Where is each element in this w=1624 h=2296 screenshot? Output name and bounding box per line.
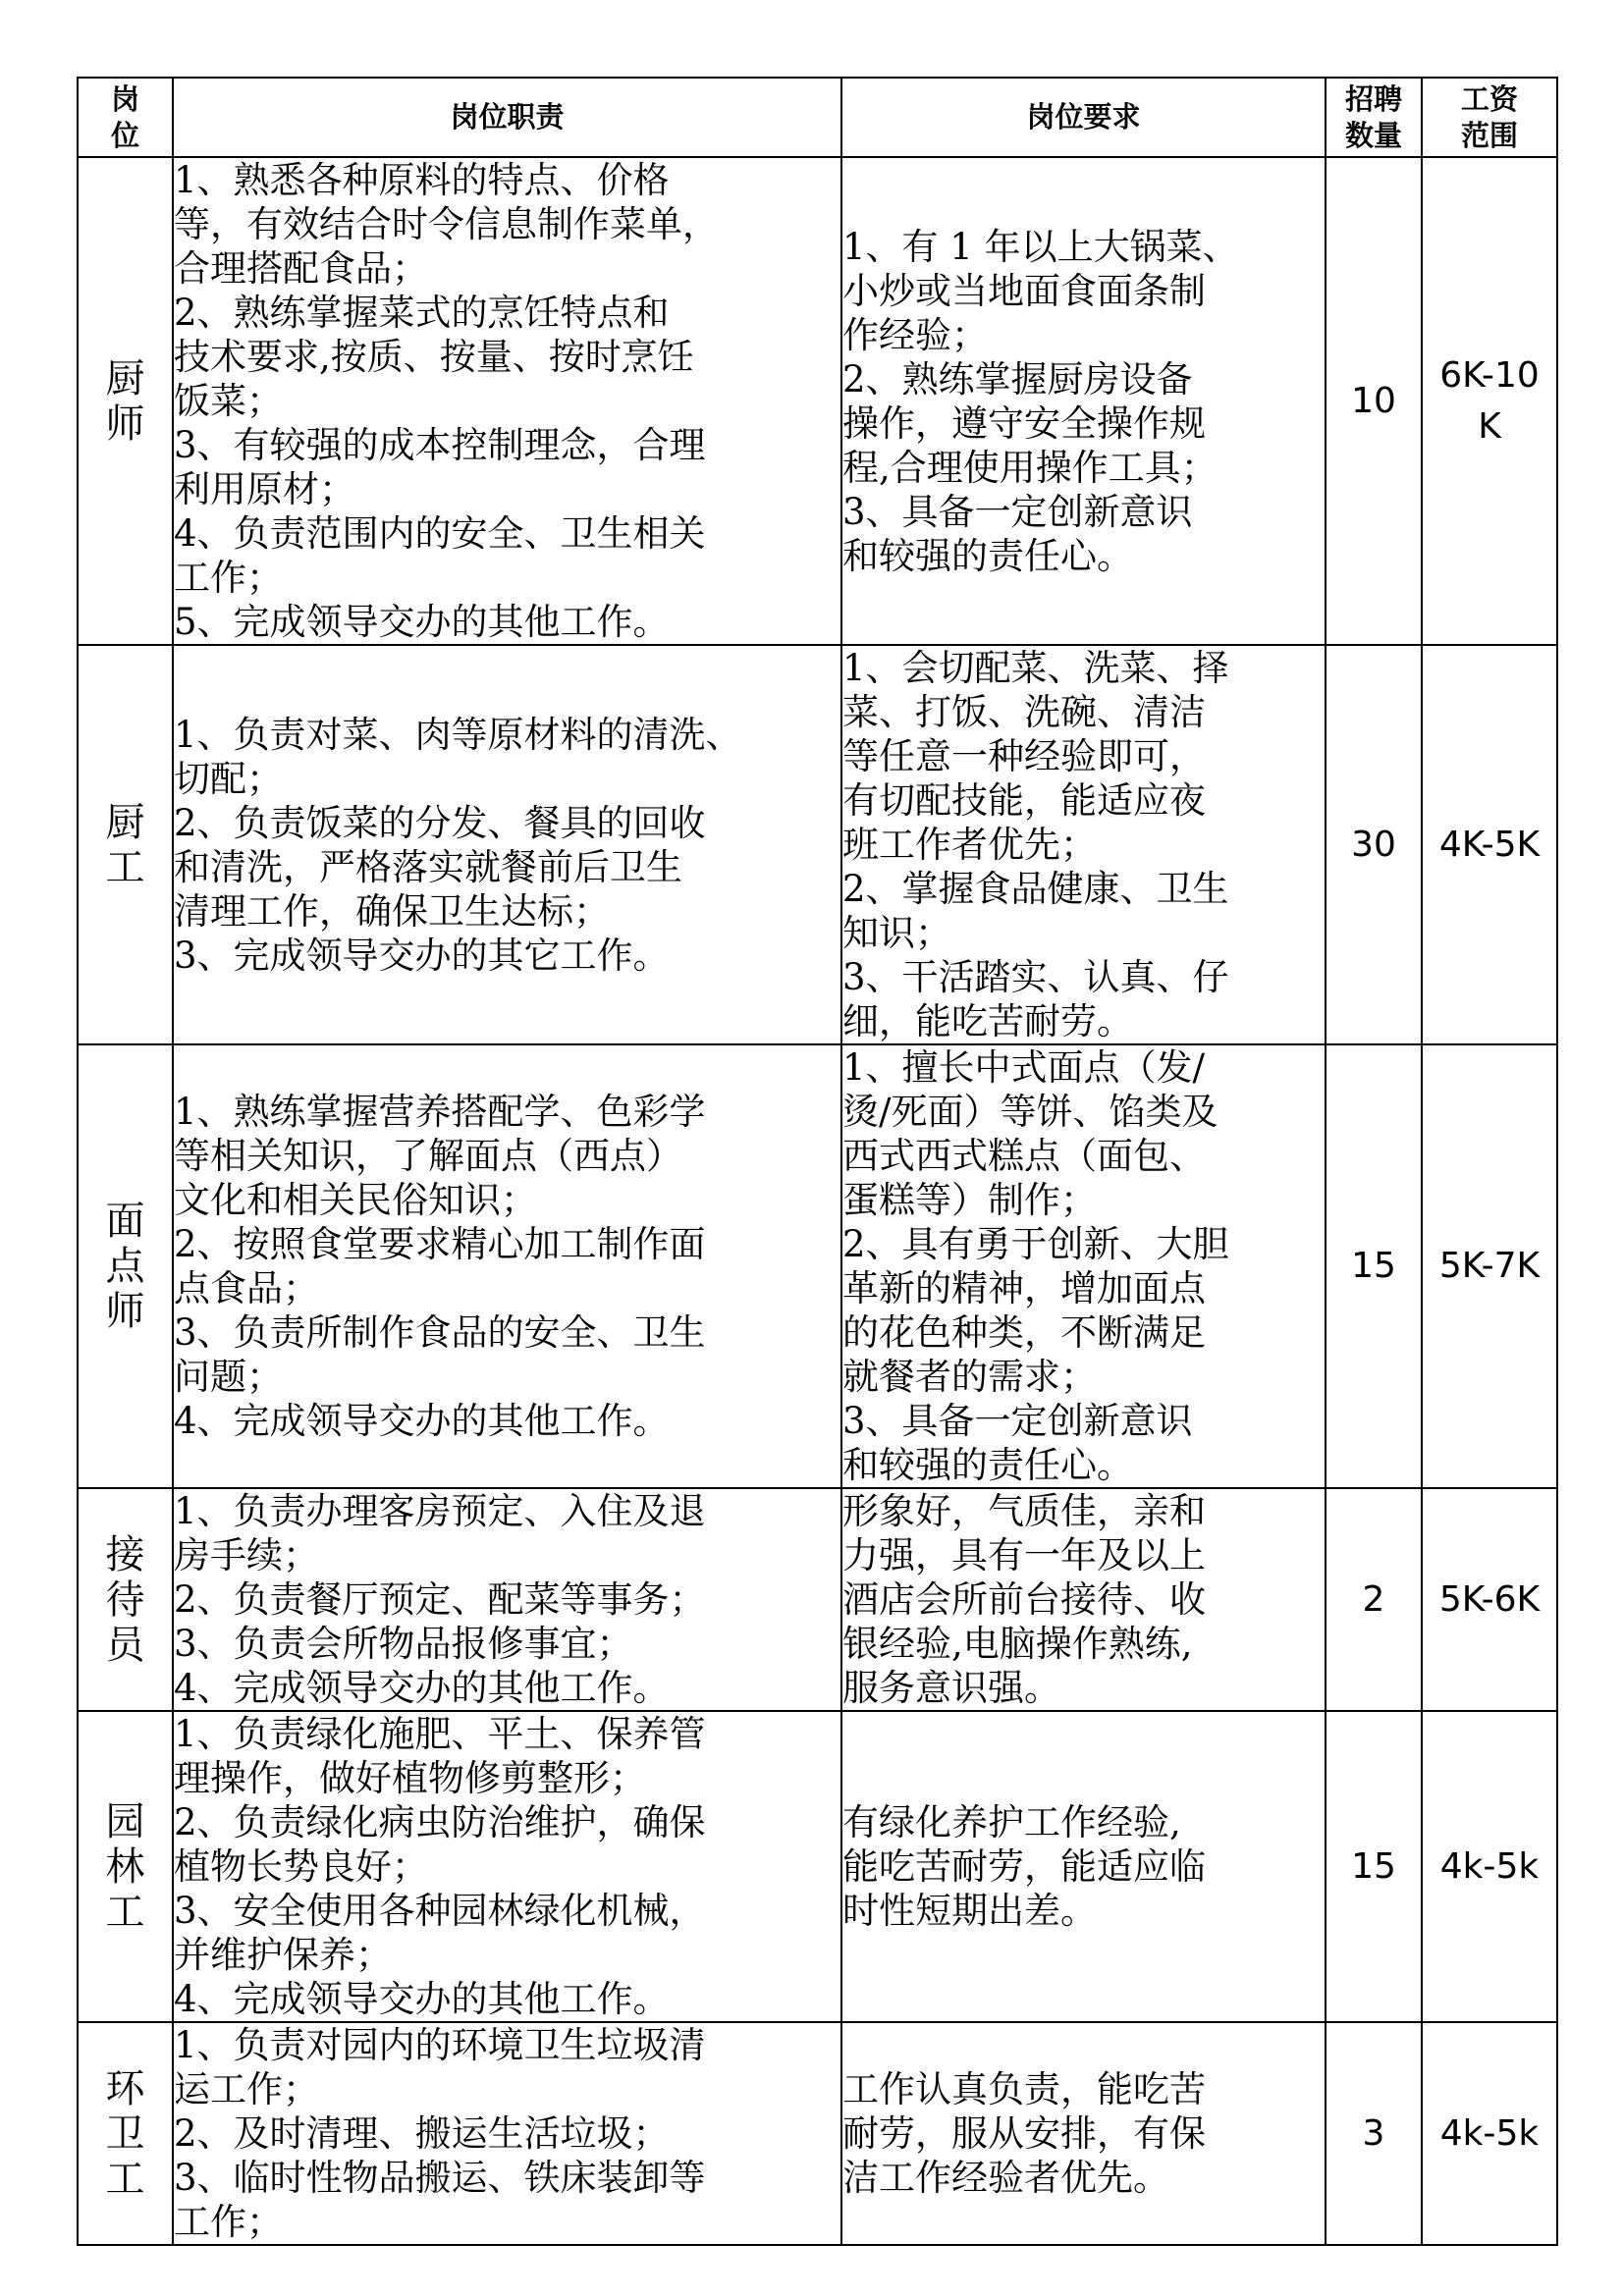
requirements-cell-line: 烫/死面）等饼、馅类及 — [842, 1091, 1218, 1133]
duties-cell-line: 5、完成领导交办的其他工作。 — [174, 601, 670, 643]
requirements-cell-line: 的花色种类，不断满足 — [842, 1311, 1206, 1354]
requirements-cell-line: 蛋糕等）制作； — [842, 1179, 1097, 1221]
duties-cell-line: 运工作； — [174, 2068, 319, 2110]
position-name: 接 待 员 — [105, 1531, 145, 1668]
duties-cell-line: 3、临时性物品搬运、铁床装卸等 — [174, 2157, 706, 2199]
header-salary: 工资 范围 — [1422, 78, 1557, 157]
duties-cell-line: 3、负责所制作食品的安全、卫生 — [174, 1311, 706, 1354]
duties-cell-line: 1、熟悉各种原料的特点、价格 — [174, 159, 670, 201]
requirements-cell — [841, 1044, 1326, 1488]
requirements-cell — [841, 2022, 1326, 2245]
requirements-cell-line: 酒店会所前台接待、收 — [842, 1578, 1206, 1621]
duties-cell-line: 3、安全使用各种园林绿化机械， — [174, 1890, 706, 1932]
duties-cell-line: 等相关知识，了解面点（西点） — [174, 1135, 682, 1177]
duties-cell — [173, 2022, 841, 2245]
table-row-pastry-chef — [78, 1044, 1557, 1488]
salary-range: 4k-5k — [1422, 2022, 1557, 2245]
recruitment-table — [77, 77, 1558, 2246]
duties-cell-line: 2、按照食堂要求精心加工制作面 — [174, 1223, 706, 1265]
requirements-cell-line: 1、会切配菜、洗菜、择 — [842, 647, 1229, 689]
duties-cell-line: 4、完成领导交办的其他工作。 — [174, 1667, 670, 1709]
hiring-count: 30 — [1326, 645, 1422, 1044]
requirements-cell-line: 耐劳，服从安排，有保 — [842, 2112, 1206, 2155]
requirements-cell-line: 菜、打饭、洗碗、清洁 — [842, 691, 1206, 733]
duties-cell-line: 1、负责对园内的环境卫生垃圾清 — [174, 2024, 706, 2066]
requirements-cell-line: 班工作者优先； — [842, 824, 1097, 866]
requirements-cell — [841, 645, 1326, 1044]
duties-cell-line: 并维护保养； — [174, 1934, 392, 1976]
duties-cell-line: 1、熟练掌握营养搭配学、色彩学 — [174, 1091, 706, 1133]
requirements-cell-line: 知识； — [842, 912, 951, 954]
requirements-cell-line: 能吃苦耐劳，能适应临 — [842, 1845, 1206, 1888]
position-name: 面 点 师 — [105, 1199, 145, 1334]
salary-range: 4k-5k — [1422, 1711, 1557, 2022]
table-row-sanitation-worker — [78, 2022, 1557, 2245]
hiring-count: 3 — [1326, 2022, 1422, 2245]
duties-cell — [173, 157, 841, 645]
position-name: 厨 工 — [105, 799, 145, 890]
duties-cell-line: 4、完成领导交办的其他工作。 — [174, 1978, 670, 2020]
duties-cell-line: 3、负责会所物品报修事宜； — [174, 1623, 633, 1665]
requirements-cell-line: 3、具备一定创新意识 — [842, 490, 1193, 533]
duties-cell — [173, 1711, 841, 2022]
duties-cell — [173, 1044, 841, 1488]
duties-cell-line: 合理搭配食品； — [174, 247, 428, 290]
duties-cell-line: 和清洗，严格落实就餐前后卫生 — [174, 845, 682, 888]
requirements-cell-line: 和较强的责任心。 — [842, 534, 1133, 577]
table-row-receptionist — [78, 1488, 1557, 1711]
duties-cell-line: 植物长势良好； — [174, 1845, 428, 1888]
duties-cell-line: 理操作，做好植物修剪整形； — [174, 1757, 646, 1799]
requirements-cell-line: 2、具有勇于创新、大胆 — [842, 1223, 1229, 1265]
duties-cell-line: 1、负责对菜、肉等原材料的清洗、 — [174, 713, 742, 756]
table-row-kitchen-worker — [78, 645, 1557, 1044]
requirements-cell-line: 西式西式糕点（面包、 — [842, 1135, 1206, 1177]
requirements-cell-line: 有切配技能，能适应夜 — [842, 779, 1206, 822]
header-count: 招聘 数量 — [1326, 78, 1422, 157]
header-position: 岗 位 — [78, 78, 173, 157]
salary-range: 5K-7K — [1422, 1044, 1557, 1488]
position-cell — [78, 2022, 173, 2245]
requirements-cell-line: 3、具备一定创新意识 — [842, 1400, 1193, 1442]
hiring-count: 2 — [1326, 1488, 1422, 1711]
duties-cell-line: 利用原材； — [174, 468, 355, 510]
requirements-cell-line: 2、熟练掌握厨房设备 — [842, 357, 1193, 400]
position-cell — [78, 1711, 173, 2022]
requirements-cell-line: 有绿化养护工作经验, — [842, 1801, 1181, 1843]
duties-cell-line: 2、负责饭菜的分发、餐具的回收 — [174, 801, 706, 844]
requirements-cell — [841, 1711, 1326, 2022]
position-name: 厨 师 — [105, 355, 145, 447]
requirements-cell-line: 操作，遵守安全操作规 — [842, 401, 1206, 445]
table-row-chef — [78, 157, 1557, 645]
duties-cell-line: 4、负责范围内的安全、卫生相关 — [174, 512, 706, 555]
duties-cell-line: 饭菜； — [174, 380, 283, 422]
requirements-cell-line: 2、掌握食品健康、卫生 — [842, 868, 1229, 910]
requirements-cell-line: 革新的精神，增加面点 — [842, 1267, 1206, 1309]
requirements-cell-line: 1、擅长中式面点（发/ — [842, 1046, 1206, 1089]
requirements-cell-line: 就餐者的需求； — [842, 1356, 1097, 1398]
requirements-cell-line: 1、有 1 年以上大锅菜、 — [842, 225, 1239, 268]
duties-cell-line: 等，有效结合时令信息制作菜单， — [174, 203, 719, 245]
requirements-cell-line: 工作认真负责，能吃苦 — [842, 2068, 1206, 2110]
duties-cell-line: 技术要求,按质、按量、按时烹饪 — [174, 336, 694, 378]
hiring-count: 15 — [1326, 1711, 1422, 2022]
requirements-cell-line: 力强，具有一年及以上 — [842, 1534, 1206, 1576]
requirements-cell-line: 银经验,电脑操作熟练, — [842, 1623, 1193, 1665]
salary-range: 4K-5K — [1422, 645, 1557, 1044]
hiring-count: 10 — [1326, 157, 1422, 645]
duties-cell — [173, 645, 841, 1044]
requirements-cell — [841, 1488, 1326, 1711]
duties-cell-line: 文化和相关民俗知识； — [174, 1179, 537, 1221]
duties-cell-line: 清理工作，确保卫生达标； — [174, 889, 610, 933]
duties-cell-line: 切配； — [174, 757, 283, 800]
duties-cell-line: 房手续； — [174, 1534, 319, 1576]
requirements-cell-line: 程,合理使用操作工具； — [842, 446, 1218, 489]
requirements-cell-line: 小炒或当地面食面条制 — [842, 269, 1206, 312]
salary-range: 6K-10 K — [1422, 157, 1557, 645]
table-row-gardener — [78, 1711, 1557, 2022]
requirements-cell-line: 3、干活踏实、认真、仔 — [842, 956, 1229, 998]
position-cell — [78, 157, 173, 645]
hiring-count: 15 — [1326, 1044, 1422, 1488]
position-name: 环 卫 工 — [105, 2065, 145, 2202]
position-name: 园 林 工 — [105, 1798, 145, 1935]
position-cell — [78, 1488, 173, 1711]
requirements-cell-line: 时性短期出差。 — [842, 1890, 1097, 1932]
duties-cell-line: 2、负责绿化病虫防治维护，确保 — [174, 1801, 706, 1843]
position-cell — [78, 645, 173, 1044]
duties-cell-line: 工作； — [174, 2201, 283, 2243]
requirements-cell-line: 细，能吃苦耐劳。 — [842, 1000, 1133, 1042]
duties-cell-line: 1、负责办理客房预定、入住及退 — [174, 1490, 706, 1532]
requirements-cell — [841, 157, 1326, 645]
duties-cell-line: 2、及时清理、搬运生活垃圾； — [174, 2112, 670, 2155]
requirements-cell-line: 作经验； — [842, 313, 988, 356]
duties-cell-line: 4、完成领导交办的其他工作。 — [174, 1400, 670, 1442]
duties-cell-line: 2、熟练掌握菜式的烹饪特点和 — [174, 292, 670, 334]
duties-cell-line: 点食品； — [174, 1267, 319, 1309]
header-requirements: 岗位要求 — [841, 78, 1326, 157]
duties-cell-line: 3、完成领导交办的其它工作。 — [174, 934, 670, 977]
duties-cell-line: 3、有较强的成本控制理念，合理 — [174, 424, 706, 466]
requirements-cell-line: 洁工作经验者优先。 — [842, 2157, 1169, 2199]
header-row — [78, 78, 1557, 157]
requirements-cell-line: 等任意一种经验即可， — [842, 735, 1206, 777]
requirements-cell-line: 和较强的责任心。 — [842, 1444, 1133, 1486]
header-duties: 岗位职责 — [173, 78, 841, 157]
duties-cell — [173, 1488, 841, 1711]
duties-cell-line: 1、负责绿化施肥、平土、保养管 — [174, 1713, 706, 1755]
salary-range: 5K-6K — [1422, 1488, 1557, 1711]
duties-cell-line: 工作； — [174, 557, 283, 599]
duties-cell-line: 2、负责餐厅预定、配菜等事务； — [174, 1578, 706, 1621]
duties-cell-line: 问题； — [174, 1356, 283, 1398]
position-cell — [78, 1044, 173, 1488]
requirements-cell-line: 服务意识强。 — [842, 1667, 1060, 1709]
requirements-cell-line: 形象好，气质佳，亲和 — [842, 1490, 1206, 1532]
